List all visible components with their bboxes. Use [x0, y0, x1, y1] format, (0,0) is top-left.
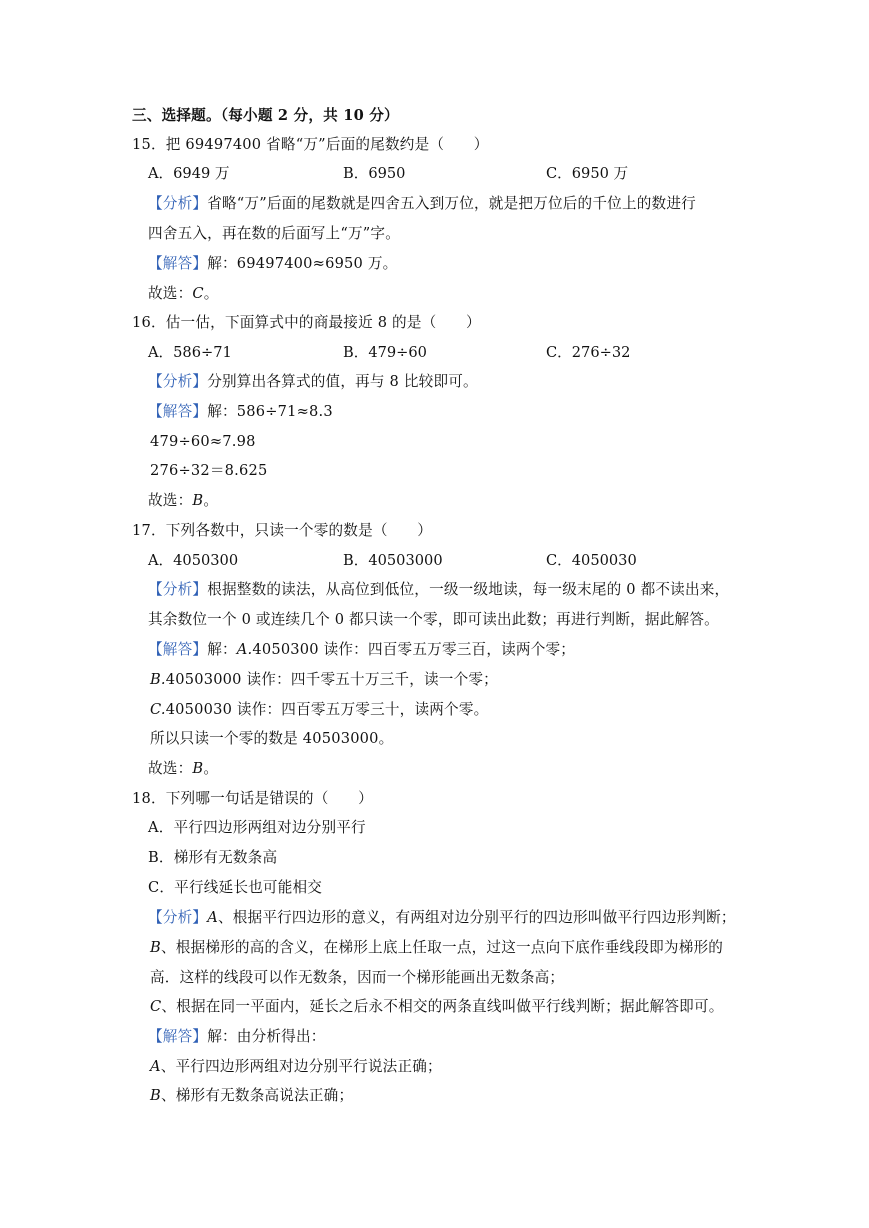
solution-tag: 【解答】	[148, 255, 208, 272]
question-15-option-a: A．6949 万	[148, 165, 230, 182]
question-16-solution-line-1: 【解答】解：586÷71≈8.3	[148, 403, 333, 420]
question-16-solution-line-2: 479÷60≈7.98	[150, 433, 256, 450]
solution-tag: 【解答】	[148, 641, 208, 658]
question-16-option-a: A．586÷71	[148, 344, 232, 361]
analysis-tag: 【分析】	[148, 195, 208, 212]
question-18-option-c: C．平行线延长也可能相交	[148, 879, 323, 896]
question-17-option-c: C．4050030	[546, 552, 637, 569]
question-18-stem: 18．下列哪一句话是错误的（ ）	[132, 790, 373, 807]
question-15-analysis-line-1: 【分析】省略“万”后面的尾数就是四舍五入到万位，就是把万位后的千位上的数进行	[148, 195, 696, 212]
solution-tag: 【解答】	[148, 403, 208, 420]
question-18-solution-line-1: 【解答】解：由分析得出：	[148, 1028, 326, 1045]
question-18-solution-line-2: A、平行四边形两组对边分别平行说法正确；	[150, 1058, 442, 1075]
question-18-analysis-line-4: C、根据在同一平面内，延长之后永不相交的两条直线叫做平行线判断；据此解答即可。	[150, 998, 724, 1015]
question-18-analysis-line-1: 【分析】A、根据平行四边形的意义，有两组对边分别平行的四边形叫做平行四边形判断；	[148, 909, 736, 926]
question-17-analysis-line-2: 其余数位一个 0 或连续几个 0 都只读一个零，即可读出此数；再进行判断，据此解答。	[148, 611, 719, 628]
question-15-stem: 15．把 69497400 省略“万”后面的尾数约是（ ）	[132, 136, 489, 153]
question-17-analysis-line-1: 【分析】根据整数的读法，从高位到低位，一级一级地读，每一级末尾的 0 都不读出来，	[148, 581, 730, 598]
question-16-stem: 16．估一估，下面算式中的商最接近 8 的是（ ）	[132, 314, 481, 331]
question-16-analysis: 【分析】分别算出各算式的值，再与 8 比较即可。	[148, 373, 478, 390]
analysis-tag: 【分析】	[148, 373, 208, 390]
solution-tag: 【解答】	[148, 1028, 208, 1045]
question-18-analysis-line-2: B、根据梯形的高的含义，在梯形上底上任取一点，过这一点向下底作垂线段即为梯形的	[150, 939, 724, 956]
question-18-solution-line-3: B、梯形有无数条高说法正确；	[150, 1087, 354, 1104]
question-18-option-b: B．梯形有无数条高	[148, 849, 278, 866]
question-18-option-a: A．平行四边形两组对边分别平行	[148, 819, 366, 836]
question-17-solution-line-1: 【解答】解：A.4050300 读作：四百零五万零三百，读两个零；	[148, 641, 576, 658]
question-16-solution-line-3: 276÷32＝8.625	[150, 462, 268, 479]
question-15-solution: 【解答】解：69497400≈6950 万。	[148, 255, 398, 272]
question-17-solution-line-2: B.40503000 读作：四千零五十万三千，读一个零；	[150, 671, 498, 688]
question-17-answer: 故选：B。	[148, 760, 219, 777]
question-15-option-b: B．6950	[343, 165, 406, 182]
question-18-analysis-line-3: 高．这样的线段可以作无数条，因而一个梯形能画出无数条高；	[150, 969, 565, 986]
section-title: 三、选择题。（每小题 2 分，共 10 分）	[132, 107, 399, 124]
question-17-option-b: B．40503000	[343, 552, 443, 569]
question-16-answer: 故选：B。	[148, 492, 219, 509]
question-15-analysis-line-2: 四舍五入，再在数的后面写上“万”字。	[148, 225, 401, 242]
question-16-option-c: C．276÷32	[546, 344, 631, 361]
analysis-tag: 【分析】	[148, 909, 208, 926]
question-17-solution-line-3: C.4050030 读作：四百零五万零三十，读两个零。	[150, 701, 489, 718]
analysis-tag: 【分析】	[148, 581, 208, 598]
question-15-option-c: C．6950 万	[546, 165, 629, 182]
question-17-solution-line-4: 所以只读一个零的数是 40503000。	[150, 730, 394, 747]
question-17-stem: 17．下列各数中，只读一个零的数是（ ）	[132, 522, 433, 539]
question-17-option-a: A．4050300	[148, 552, 239, 569]
question-15-answer: 故选：C。	[148, 285, 219, 302]
question-16-option-b: B．479÷60	[343, 344, 427, 361]
